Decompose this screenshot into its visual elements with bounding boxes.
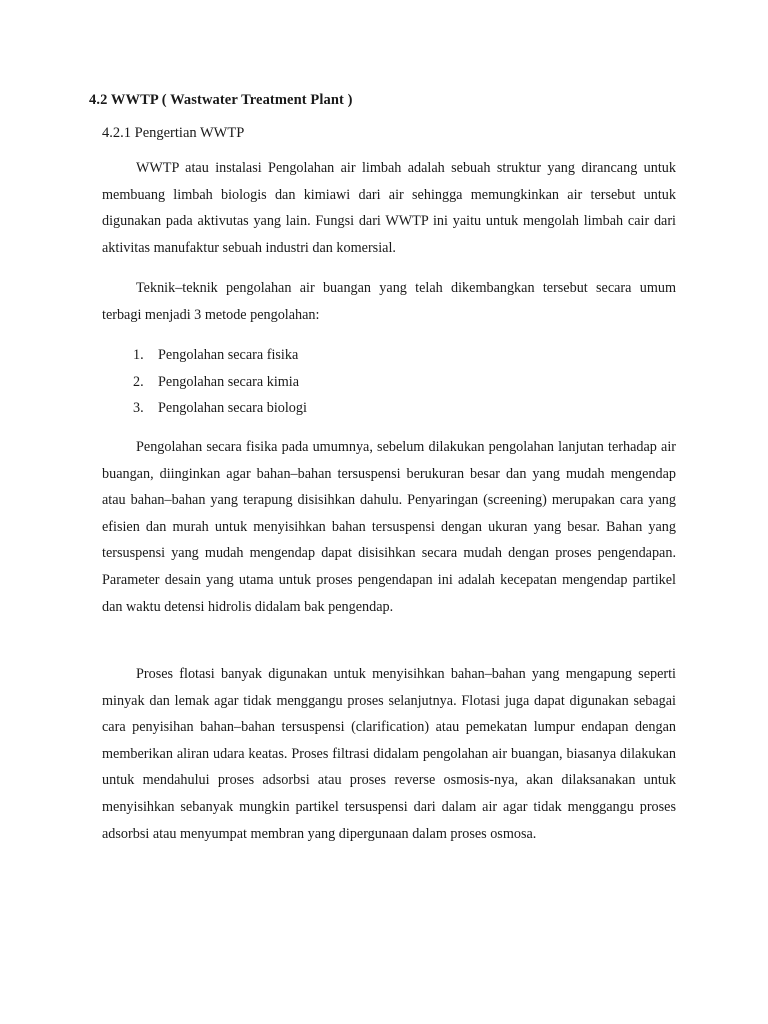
paragraph-flotation-filtration: Proses flotasi banyak digunakan untuk menyisihkan bahan–bahan yang mengapung seperti minyak dan lemak agar tidak menggangu proses selanjutnya. Flotasi juga dapat digunakan sebagai cara penyisihan bahan–bahan tersuspensi (clarification) atau pemekatan lumpur endapan dengan memberikan aliran udara keatas. Proses filtrasi didalam pengolahan air buangan, biasanya dilakukan untuk mendahului proses adsorbsi atau proses reverse osmosis-nya, akan dilaksanakan untuk menyisihkan sebanyak mungkin partikel tersuspensi dari dalam air agar tidak menggangu proses adsorbsi atau menyumpat membran yang dipergunaan dalam proses osmosa.	[102, 666, 676, 842]
list-item	[133, 342, 307, 369]
list-item-text: Pengolahan secara biologi	[158, 400, 307, 417]
list-item-number: 1.	[133, 347, 144, 363]
list-item-number: 2.	[133, 373, 144, 390]
list-item-number: 3.	[133, 400, 144, 417]
list-item	[133, 369, 307, 396]
list-item-text: Pengolahan secara kimia	[158, 373, 300, 390]
methods-list	[133, 342, 307, 422]
list-item-text: Pengolahan secara fisika	[158, 347, 299, 363]
paragraph-physical-treatment: Pengolahan secara fisika pada umumnya, sebelum dilakukan pengolahan lanjutan terhadap air buangan, diinginkan agar bahan–bahan tersuspensi berukuran besar dan yang mudah mengendap atau bahan–bahan yang terapung disisihkan dahulu. Penyaringan (screening) merupakan cara yang efisien dan murah untuk menyisihkan bahan tersuspensi dengan ukuran yang besar. Bahan yang tersuspensi yang mudah mengendap dapat disisihkan secara mudah dengan proses pengendapan. Parameter desain yang utama untuk proses pengendapan ini adalah kecepatan mengendap partikel dan waktu detensi hidrolis didalam bak pengendap.	[102, 439, 676, 615]
section-heading: 4.2 WWTP ( Wastwater Treatment Plant )	[89, 92, 353, 108]
paragraph-definition: WWTP atau instalasi Pengolahan air limbah adalah sebuah struktur yang dirancang untuk membuang limbah biologis dan kimiawi dari air sehingga memungkinkan air tersebut untuk digunakan pada aktivutas yang lain. Fungsi dari WWTP ini yaitu untuk mengolah limbah cair dari aktivitas manufaktur sebuah industri dan komersial.	[102, 160, 676, 256]
paragraph-methods-intro: Teknik–teknik pengolahan air buangan yang telah dikembangkan tersebut secara umum terbagi menjadi 3 metode pengolahan:	[102, 280, 676, 323]
subsection-heading: 4.2.1 Pengertian WWTP	[102, 125, 245, 141]
list-item	[133, 395, 307, 422]
